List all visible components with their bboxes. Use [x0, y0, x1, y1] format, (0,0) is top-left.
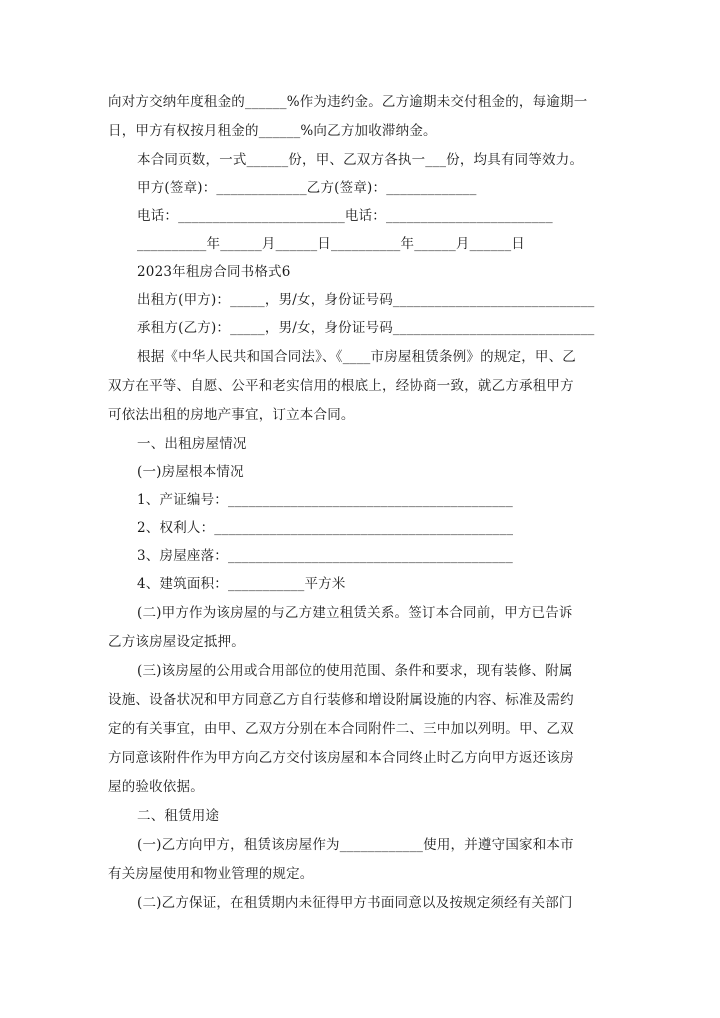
text-line: (三)该房屋的公用或合用部位的使用范围、条件和要求，现有装修、附属: [137, 663, 573, 679]
lessor-line: 出租方(甲方)：_____，男/女，身份证号码_____________________________: [137, 292, 595, 308]
text-line: 方同意该附件作为甲方向乙方交付该房屋和本合同终止时乙方向甲方返还该房: [108, 750, 574, 766]
field-line: 2、权利人：___________________________________________: [137, 520, 514, 536]
text-line: 屋的验收依据。: [108, 779, 204, 795]
text-line: (一)乙方向甲方，租赁该房屋作为____________使用，并遵守国家和本市: [137, 837, 574, 853]
text-line: (二)甲方作为该房屋的与乙方建立租赁关系。签订本合同前，甲方已告诉: [137, 605, 573, 621]
lessee-line: 承租方(乙方)：_____，男/女，身份证号码_____________________________: [137, 320, 595, 336]
field-line: 4、建筑面积：___________平方米: [137, 576, 346, 592]
field-line: 1、产证编号：_________________________________________: [137, 492, 513, 508]
text-line: 日，甲方有权按月租金的______%向乙方加收滞纳金。: [108, 123, 437, 139]
heading: 二、租赁用途: [137, 808, 220, 824]
date-line: __________年______月______日__________年______月______日: [137, 236, 525, 252]
text-line: 根据《中华人民共和国合同法》、《____市房屋租赁条例》的规定，甲、乙: [137, 349, 576, 365]
field-line: 3、房屋座落：_________________________________________: [137, 548, 513, 564]
text-line: 定的有关事宜，由甲、乙双方分别在本合同附件二、三中加以列明。甲、乙双: [108, 721, 574, 737]
heading: 一、出租房屋情况: [137, 436, 247, 452]
text-line: 向对方交纳年度租金的______%作为违约金。乙方逾期未交付租金的，每逾期一: [108, 94, 588, 110]
text-line: 可依法出租的房地产事宜，订立本合同。: [108, 407, 355, 423]
text-line: 双方在平等、自愿、公平和老实信用的根底上，经协商一致，就乙方承租甲方: [108, 378, 574, 394]
text-line: 有关房屋使用和物业管理的规定。: [108, 866, 314, 882]
phone-line: 电话：________________________电话：________________________: [137, 208, 553, 224]
text-line: 设施、设备状况和甲方同意乙方自行装修和增设附属设施的内容、标准及需约: [108, 692, 574, 708]
text-line: 乙方该房屋设定抵押。: [108, 634, 245, 650]
section-title: 2023年租房合同书格式6: [137, 264, 291, 280]
text-line: 本合同页数，一式______份，甲、乙双方各执一___份，均具有同等效力。: [137, 152, 584, 168]
text-line: (二)乙方保证，在租赁期内未征得甲方书面同意以及按规定须经有关部门: [137, 895, 573, 911]
subheading: (一)房屋根本情况: [137, 464, 244, 480]
signature-line: 甲方(签章)：_____________乙方(签章)：_____________: [137, 180, 477, 196]
